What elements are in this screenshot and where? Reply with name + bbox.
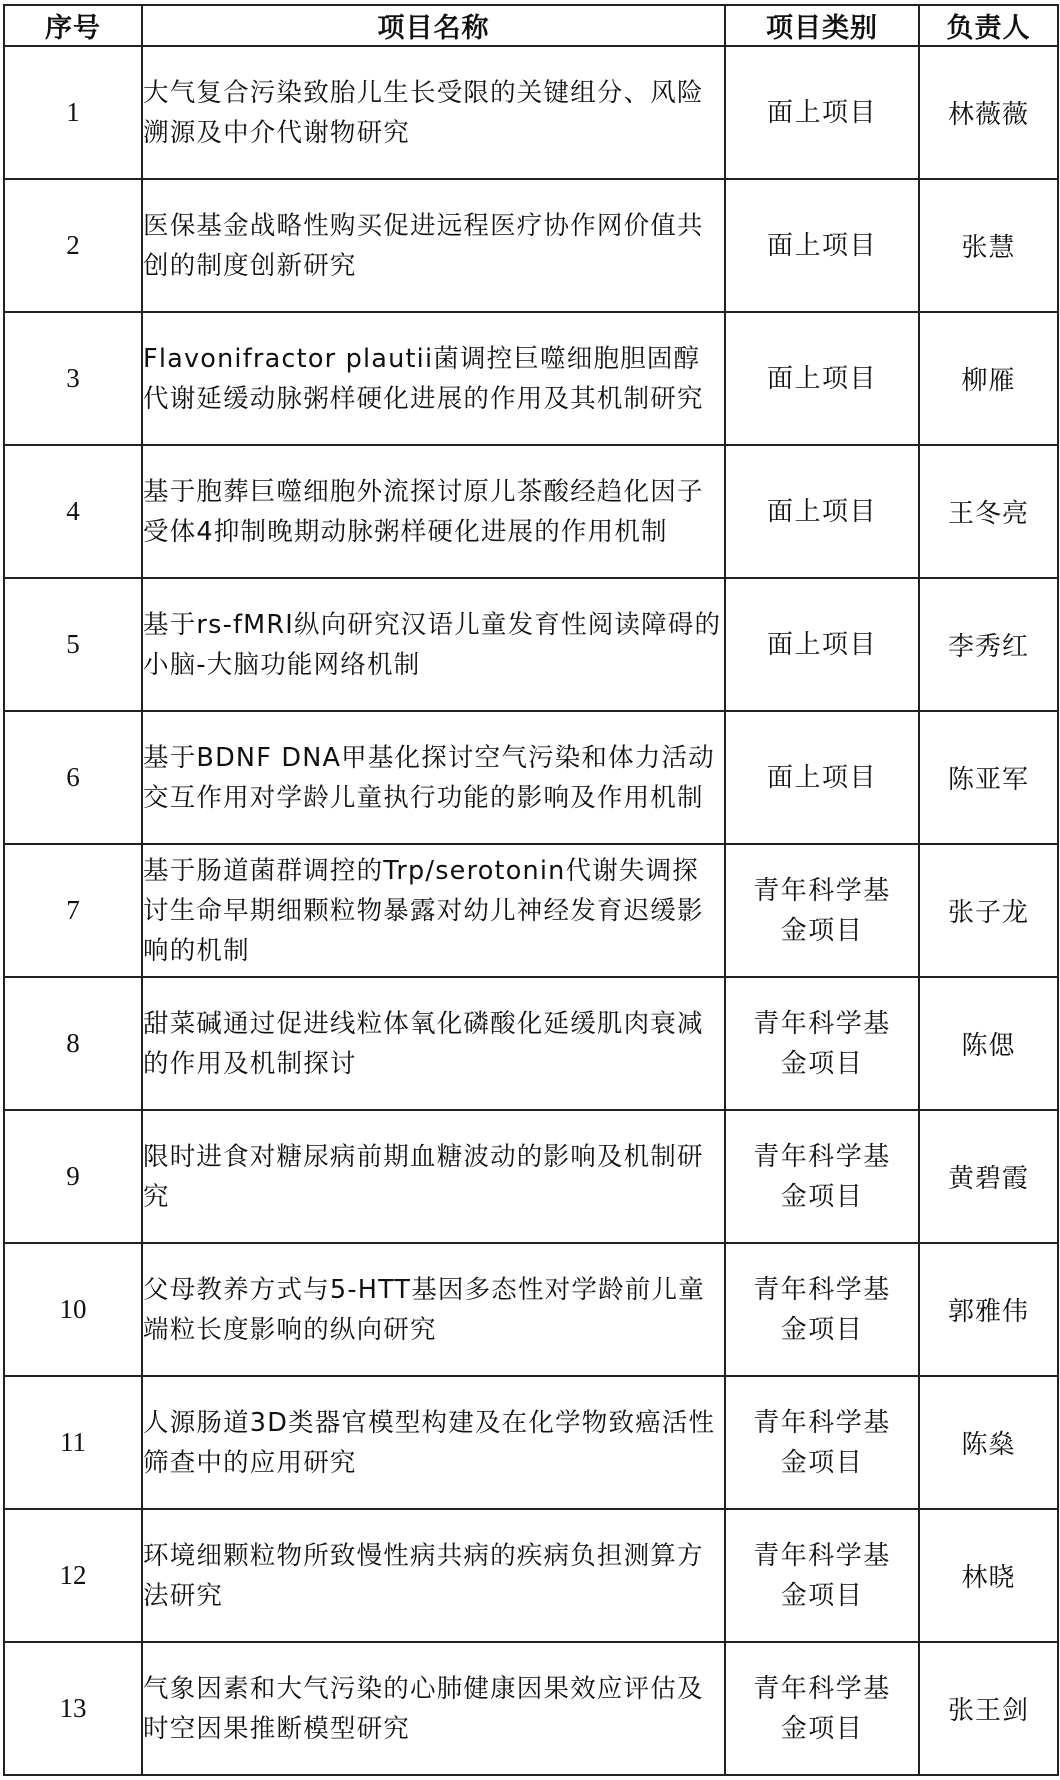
project-lead: 柳雁 bbox=[919, 312, 1058, 445]
project-table bbox=[3, 4, 1059, 1776]
project-name: 基于rs-fMRI纵向研究汉语儿童发育性阅读障碍的小脑-大脑功能网络机制 bbox=[142, 578, 725, 711]
row-number: 9 bbox=[4, 1110, 142, 1243]
table-row bbox=[4, 1243, 1058, 1376]
row-number: 8 bbox=[4, 977, 142, 1110]
row-number: 6 bbox=[4, 711, 142, 844]
project-name: 环境细颗粒物所致慢性病共病的疾病负担测算方法研究 bbox=[142, 1509, 725, 1642]
table-row bbox=[4, 578, 1058, 711]
header-type: 项目类别 bbox=[725, 5, 919, 46]
header-lead: 负责人 bbox=[919, 5, 1058, 46]
project-type: 面上项目 bbox=[725, 46, 919, 179]
project-lead: 林薇薇 bbox=[919, 46, 1058, 179]
table-row bbox=[4, 312, 1058, 445]
header-num: 序号 bbox=[4, 5, 142, 46]
table-row bbox=[4, 1642, 1058, 1775]
table-row bbox=[4, 46, 1058, 179]
project-type: 青年科学基金项目 bbox=[725, 1376, 919, 1509]
row-number: 1 bbox=[4, 46, 142, 179]
project-lead: 张慧 bbox=[919, 179, 1058, 312]
row-number: 13 bbox=[4, 1642, 142, 1775]
project-name: Flavonifractor plautii菌调控巨噬细胞胆固醇代谢延缓动脉粥样硬化进展的作用及其机制研究 bbox=[142, 312, 725, 445]
table-row bbox=[4, 977, 1058, 1110]
project-type: 青年科学基金项目 bbox=[725, 1509, 919, 1642]
row-number: 5 bbox=[4, 578, 142, 711]
project-type: 青年科学基金项目 bbox=[725, 1243, 919, 1376]
project-name: 基于胞葬巨噬细胞外流探讨原儿茶酸经趋化因子受体4抑制晚期动脉粥样硬化进展的作用机制 bbox=[142, 445, 725, 578]
header-name: 项目名称 bbox=[142, 5, 725, 46]
table-row bbox=[4, 179, 1058, 312]
table-row bbox=[4, 445, 1058, 578]
project-name: 基于肠道菌群调控的Trp/serotonin代谢失调探讨生命早期细颗粒物暴露对幼儿神经发育迟缓影响的机制 bbox=[142, 844, 725, 977]
project-lead: 张王剑 bbox=[919, 1642, 1058, 1775]
project-lead: 王冬亮 bbox=[919, 445, 1058, 578]
project-lead: 张子龙 bbox=[919, 844, 1058, 977]
project-lead: 陈偲 bbox=[919, 977, 1058, 1110]
project-lead: 黄碧霞 bbox=[919, 1110, 1058, 1243]
project-name: 甜菜碱通过促进线粒体氧化磷酸化延缓肌肉衰减的作用及机制探讨 bbox=[142, 977, 725, 1110]
project-name: 父母教养方式与5-HTT基因多态性对学龄前儿童端粒长度影响的纵向研究 bbox=[142, 1243, 725, 1376]
project-type: 面上项目 bbox=[725, 578, 919, 711]
project-type: 面上项目 bbox=[725, 312, 919, 445]
table-row bbox=[4, 1509, 1058, 1642]
project-name: 限时进食对糖尿病前期血糖波动的影响及机制研究 bbox=[142, 1110, 725, 1243]
row-number: 2 bbox=[4, 179, 142, 312]
project-lead: 郭雅伟 bbox=[919, 1243, 1058, 1376]
row-number: 10 bbox=[4, 1243, 142, 1376]
project-name: 基于BDNF DNA甲基化探讨空气污染和体力活动交互作用对学龄儿童执行功能的影响及作用机制 bbox=[142, 711, 725, 844]
table-row bbox=[4, 1376, 1058, 1509]
table-row bbox=[4, 711, 1058, 844]
project-lead: 林晓 bbox=[919, 1509, 1058, 1642]
project-type: 青年科学基金项目 bbox=[725, 977, 919, 1110]
project-type: 青年科学基金项目 bbox=[725, 1642, 919, 1775]
project-type: 面上项目 bbox=[725, 445, 919, 578]
row-number: 4 bbox=[4, 445, 142, 578]
table-row bbox=[4, 1110, 1058, 1243]
project-type: 青年科学基金项目 bbox=[725, 844, 919, 977]
project-type: 面上项目 bbox=[725, 711, 919, 844]
project-lead: 李秀红 bbox=[919, 578, 1058, 711]
project-lead: 陈亚军 bbox=[919, 711, 1058, 844]
project-name: 人源肠道3D类器官模型构建及在化学物致癌活性筛查中的应用研究 bbox=[142, 1376, 725, 1509]
row-number: 11 bbox=[4, 1376, 142, 1509]
project-type: 青年科学基金项目 bbox=[725, 1110, 919, 1243]
project-lead: 陈燊 bbox=[919, 1376, 1058, 1509]
table-header-row bbox=[4, 5, 1058, 46]
project-type: 面上项目 bbox=[725, 179, 919, 312]
project-name: 气象因素和大气污染的心肺健康因果效应评估及时空因果推断模型研究 bbox=[142, 1642, 725, 1775]
project-name: 大气复合污染致胎儿生长受限的关键组分、风险溯源及中介代谢物研究 bbox=[142, 46, 725, 179]
row-number: 12 bbox=[4, 1509, 142, 1642]
row-number: 3 bbox=[4, 312, 142, 445]
table-row bbox=[4, 844, 1058, 977]
row-number: 7 bbox=[4, 844, 142, 977]
project-name: 医保基金战略性购买促进远程医疗协作网价值共创的制度创新研究 bbox=[142, 179, 725, 312]
